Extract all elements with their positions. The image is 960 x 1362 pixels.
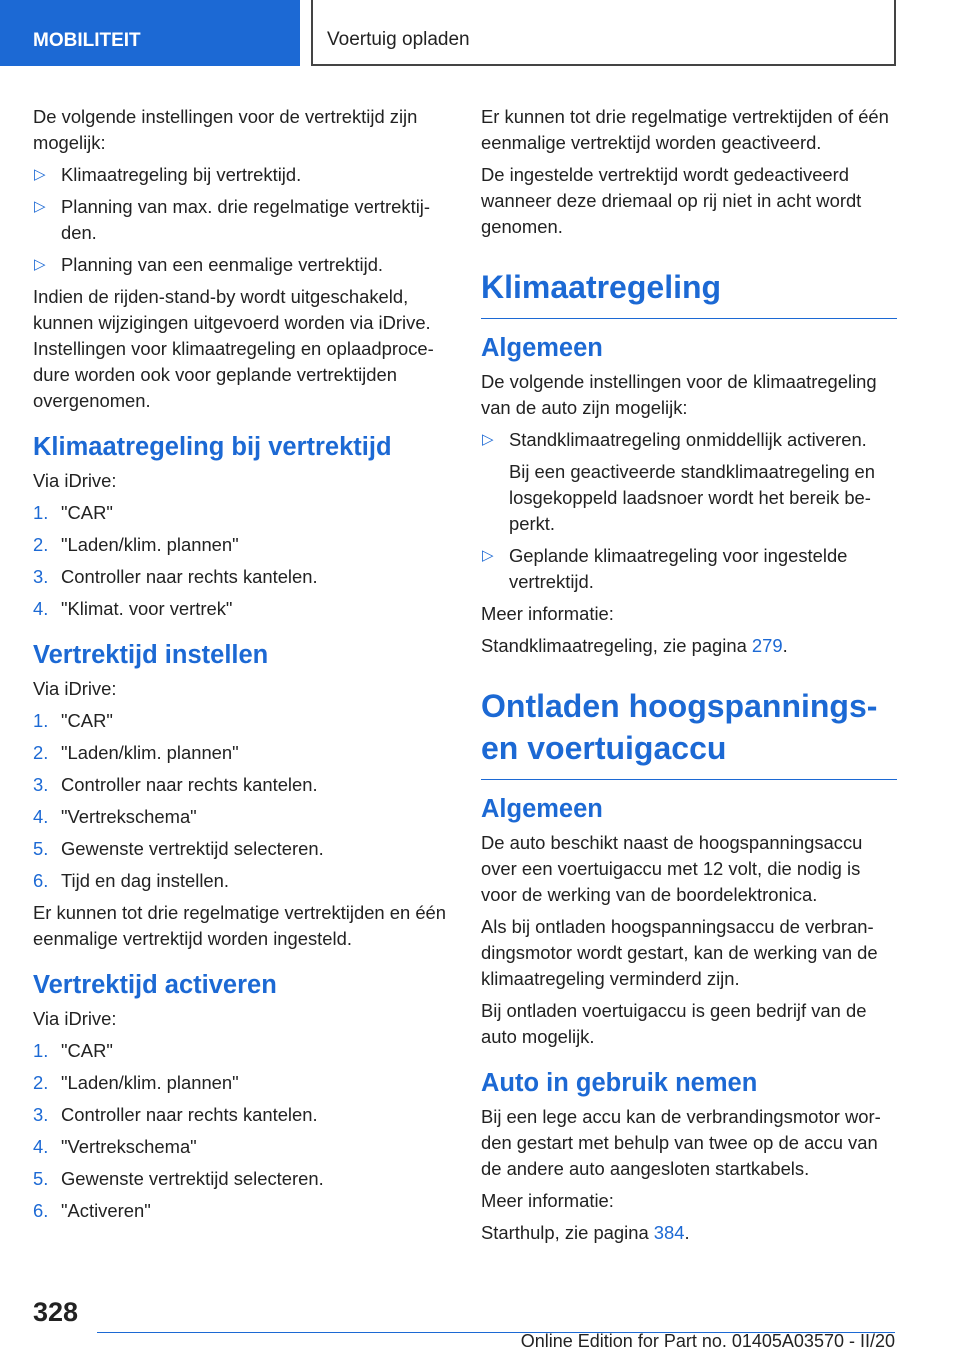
step-item: 6. "Activeren" xyxy=(33,1200,151,1221)
step-item: 1. "CAR" xyxy=(33,1040,113,1061)
section-tab: MOBILITEIT xyxy=(0,0,300,66)
via-idrive-label: Via iDrive: xyxy=(33,1008,117,1029)
chapter-heading: Klimaatregeling xyxy=(481,266,897,319)
triangle-bullet-icon: ▷ xyxy=(482,547,494,564)
list-item: ▷ Klimaatregeling bij vertrektijd. xyxy=(33,162,449,188)
right-column xyxy=(481,104,897,1252)
section-heading: Klimaatregeling bij vertrektijd xyxy=(33,433,392,461)
list-item: ▷ Geplande klimaatregeling voor ingestelde vertrektijd. xyxy=(482,545,848,592)
triangle-bullet-icon: ▷ xyxy=(34,198,46,215)
steps-list xyxy=(33,708,449,894)
paragraph: De ingestelde vertrektijd wordt gedeactiveerd wanneer deze driemaal op rij niet in acht wordt genomen. xyxy=(481,164,862,237)
step-item: 3. Controller naar rechts kantelen. xyxy=(33,566,318,587)
section-heading: Algemeen xyxy=(481,795,603,823)
edition-footer: Online Edition for Part no. 01405A03570 - II/20 xyxy=(520,1331,895,1351)
page-number: 328 xyxy=(33,1297,79,1327)
section-heading: Auto in gebruik nemen xyxy=(481,1069,758,1097)
section-heading: Algemeen xyxy=(481,334,603,362)
step-item: 2. "Laden/klim. plannen" xyxy=(33,534,239,555)
chapter-title: Voertuig opladen xyxy=(311,0,896,66)
step-item: 5. Gewenste vertrektijd selecteren. xyxy=(33,838,324,859)
step-item: 2. "Laden/klim. plannen" xyxy=(33,1072,239,1093)
section-heading: Vertrektijd activeren xyxy=(33,971,277,999)
page-link[interactable]: 279 xyxy=(751,635,783,656)
list-item: ▷ Standklimaatregeling onmiddellijk activeren. Bij een geactiveerde standklimaatregeling en losgekoppeld laadsnoer wordt het bereik beperkt. xyxy=(481,427,897,537)
list-item: ▷ Planning van een eenmalige vertrektijd. xyxy=(33,252,449,278)
step-item: 6. Tijd en dag instellen. xyxy=(33,870,230,891)
triangle-bullet-icon: ▷ xyxy=(482,431,494,448)
paragraph: Als bij ontladen hoogspanningsaccu de verbrandingsmotor wordt gestart, kan de werking van de klimaatregeling verminderd zijn. xyxy=(481,916,878,989)
list-item: ▷ Planning van max. drie regelmatige vertrektijden. xyxy=(34,196,430,243)
via-idrive-label: Via iDrive: xyxy=(33,678,117,699)
cross-reference: Starthulp, zie pagina 384. xyxy=(481,1222,690,1243)
triangle-bullet-icon: ▷ xyxy=(34,166,46,183)
step-item: 1. "CAR" xyxy=(33,710,113,731)
step-item: 4. "Vertrekschema" xyxy=(33,806,197,827)
paragraph: De volgende instellingen voor de klimaatregeling van de auto zijn mogelijk: xyxy=(481,371,877,418)
steps-list xyxy=(33,1038,449,1224)
step-item: 3. Controller naar rechts kantelen. xyxy=(33,1104,318,1125)
steps-list xyxy=(33,500,449,622)
step-item: 4. "Vertrekschema" xyxy=(33,1136,197,1157)
chapter-heading: Ontladen hoogspanningsen voertuigaccu xyxy=(481,685,897,780)
intro-paragraph: Indien de rijden-stand-by wordt uitgeschakeld, kunnen wijzigingen uitgevoerd worden via iDrive. Instellingen voor klimaatregeling en oplaadprocedure worden ook voor geplande vertrektijden overgenomen. xyxy=(33,286,434,411)
step-item: 1. "CAR" xyxy=(33,502,113,523)
paragraph: De auto beschikt naast de hoogspanningsaccu over een voertuigaccu met 12 volt, die nodig is voor de werking van de boordelektronica. xyxy=(481,832,863,905)
more-info-label: Meer informatie: xyxy=(481,1190,614,1211)
triangle-bullet-icon: ▷ xyxy=(34,256,46,273)
step-item: 2. "Laden/klim. plannen" xyxy=(33,742,239,763)
paragraph: Er kunnen tot drie regelmatige vertrektijden of één eenmalige vertrektijd worden geactiveerd. xyxy=(481,106,889,153)
intro-list xyxy=(33,162,449,278)
list-item-detail: Bij een geactiveerde standklimaatregeling en losgekoppeld laadsnoer wordt het bereik beperkt. xyxy=(509,461,875,534)
section-heading: Vertrektijd instellen xyxy=(33,641,269,669)
cross-reference: Standklimaatregeling, zie pagina 279. xyxy=(481,635,788,656)
paragraph: Bij een lege accu kan de verbrandingsmotor worden gestart met behulp van twee op de accu van de andere auto aangesloten startkabels. xyxy=(481,1106,881,1179)
via-idrive-label: Via iDrive: xyxy=(33,470,117,491)
intro-text: De volgende instellingen voor de vertrektijd zijn mogelijk: xyxy=(33,106,418,153)
note-text: Er kunnen tot drie regelmatige vertrektijden en één eenmalige vertrektijd worden ingesteld. xyxy=(33,902,447,949)
more-info-label: Meer informatie: xyxy=(481,603,614,624)
options-list xyxy=(481,427,897,595)
step-item: 5. Gewenste vertrektijd selecteren. xyxy=(33,1168,324,1189)
left-column xyxy=(33,104,449,1230)
step-item: 4. "Klimat. voor vertrek" xyxy=(33,598,233,619)
page-link[interactable]: 384 xyxy=(653,1222,685,1243)
page-header xyxy=(0,0,960,66)
step-item: 3. Controller naar rechts kantelen. xyxy=(33,774,318,795)
paragraph: Bij ontladen voertuigaccu is geen bedrijf van de auto mogelijk. xyxy=(481,1000,867,1047)
